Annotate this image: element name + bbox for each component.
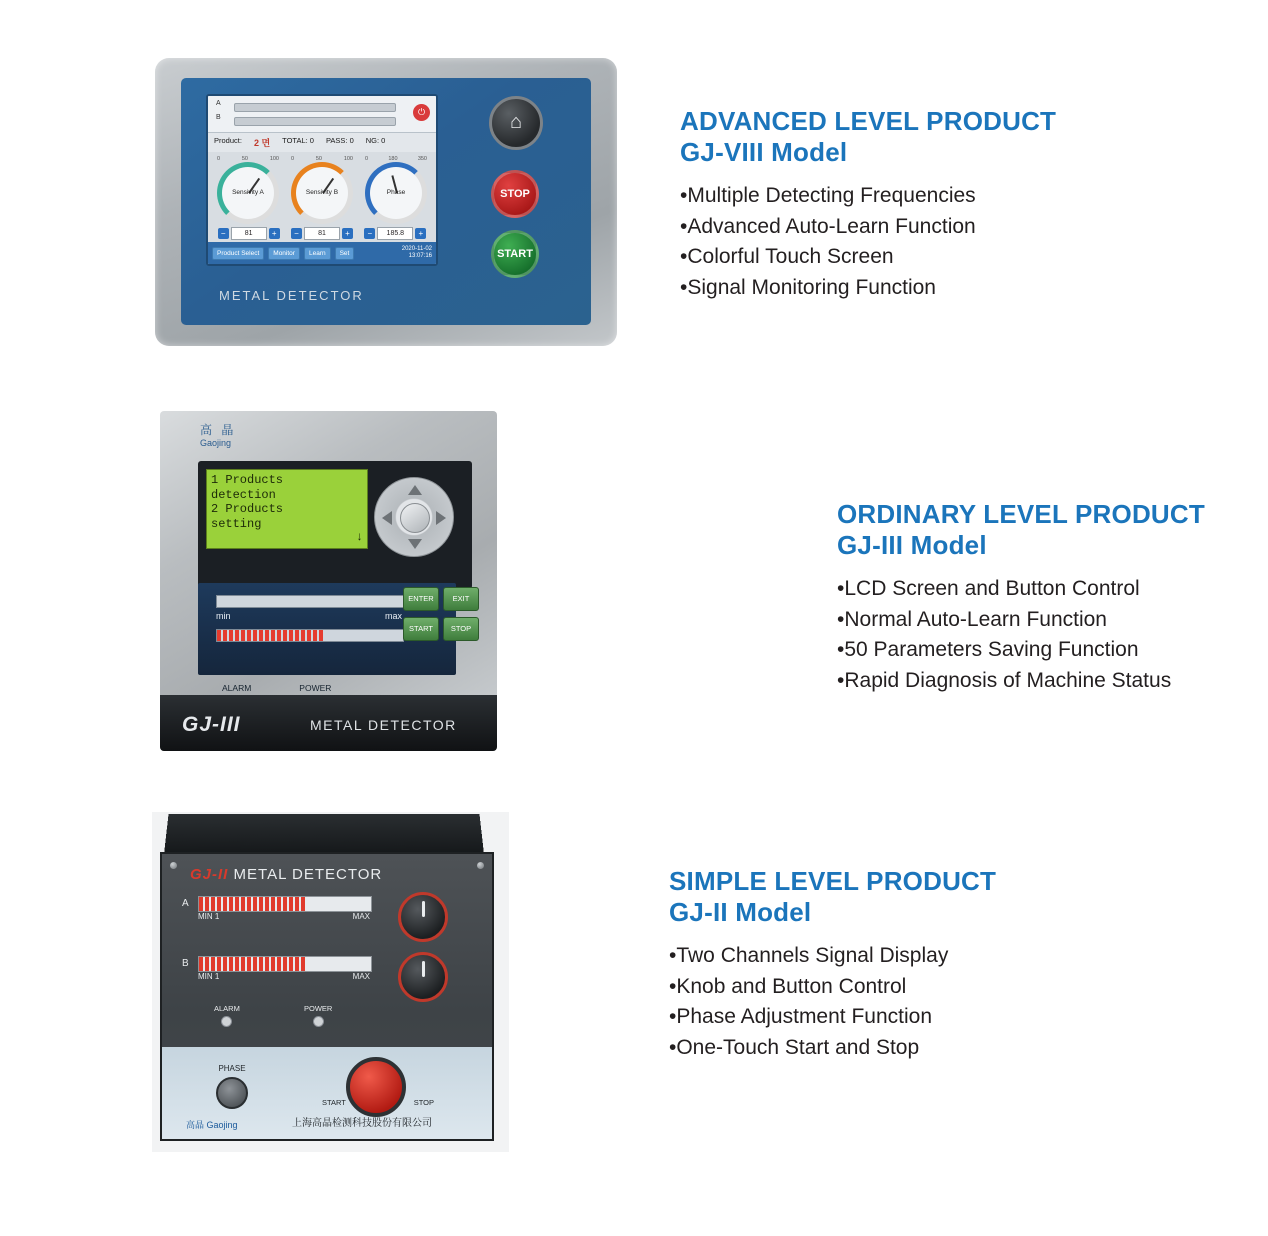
gj-viii-touchscreen[interactable] bbox=[206, 94, 438, 266]
status-info-row bbox=[208, 133, 436, 152]
meter-scale-top bbox=[216, 611, 402, 621]
button-learn[interactable]: Learn bbox=[304, 247, 331, 260]
channel-b-meter bbox=[198, 956, 372, 972]
panel-image-gj-iii bbox=[160, 411, 497, 751]
stop-button[interactable]: STOP bbox=[491, 170, 539, 218]
gauge-a-mid: 50 bbox=[241, 156, 248, 162]
brand-logo-cn: 高 晶 bbox=[200, 423, 237, 437]
gauge-a-max: 100 bbox=[269, 156, 279, 162]
model-label: GJ-II bbox=[190, 866, 229, 883]
start-stop-labels bbox=[322, 1098, 434, 1107]
bullets-advanced bbox=[680, 181, 1056, 303]
scroll-down-icon: ↓ bbox=[355, 530, 363, 545]
gauge-a-min: 0 bbox=[217, 156, 221, 162]
screen-button-bar bbox=[208, 242, 436, 264]
panel-image-gj-ii bbox=[152, 812, 509, 1152]
lcd-line: 1 Products bbox=[211, 473, 284, 487]
phase-label: PHASE bbox=[218, 1064, 246, 1073]
bullet-item: •Knob and Button Control bbox=[669, 974, 907, 998]
value-sensivity-a: 81 bbox=[231, 227, 267, 240]
meter-fill bbox=[217, 630, 325, 641]
exit-icon[interactable]: ⏻ bbox=[413, 104, 430, 121]
brand-logo-en: Gaojing bbox=[200, 438, 232, 448]
panel-caption: METAL DETECTOR bbox=[310, 717, 457, 733]
text-block-simple bbox=[669, 866, 996, 1063]
value-phase: 185.8 bbox=[377, 227, 413, 240]
max-label: MAX bbox=[352, 912, 370, 921]
meter-min-label: min bbox=[216, 611, 231, 621]
text-block-advanced bbox=[680, 106, 1056, 303]
signal-bar-a bbox=[234, 103, 396, 112]
signal-bar-b bbox=[234, 117, 396, 126]
meter-fill bbox=[199, 897, 306, 911]
home-icon[interactable]: ⌂ bbox=[489, 96, 543, 150]
gj-ii-housing bbox=[152, 812, 509, 1152]
bullet-item: •Phase Adjustment Function bbox=[669, 1005, 933, 1029]
gauge-phase bbox=[363, 156, 429, 224]
start-button[interactable]: START bbox=[403, 617, 439, 641]
bullet-item: •Advanced Auto-Learn Function bbox=[680, 214, 976, 238]
signal-meter-top bbox=[216, 595, 404, 608]
model-label: GJ-III bbox=[182, 713, 241, 736]
gauge-a-dial bbox=[217, 162, 279, 224]
gauge-b-max: 100 bbox=[343, 156, 353, 162]
product-label: Product: bbox=[214, 136, 242, 145]
plus-icon[interactable]: + bbox=[342, 228, 353, 239]
arrow-right-icon[interactable] bbox=[436, 511, 446, 525]
stepper-sensivity-b[interactable] bbox=[291, 227, 353, 240]
gauge-phase-dial bbox=[365, 162, 427, 224]
bullet-item: •Rapid Diagnosis of Machine Status bbox=[837, 668, 1172, 692]
signal-bars bbox=[208, 96, 436, 133]
brand-logo: 高晶 Gaojing bbox=[186, 1120, 238, 1130]
gauge-phase-min: 0 bbox=[365, 156, 369, 162]
alarm-label: ALARM bbox=[214, 1004, 240, 1013]
lcd-line: detection bbox=[211, 487, 276, 502]
button-product-select[interactable]: Product Select bbox=[212, 247, 264, 260]
stepper-phase[interactable] bbox=[364, 227, 426, 240]
stepper-sensivity-a[interactable] bbox=[218, 227, 280, 240]
plus-icon[interactable]: + bbox=[415, 228, 426, 239]
gauge-b-mid: 50 bbox=[315, 156, 322, 162]
headline-advanced bbox=[680, 106, 1056, 167]
panel-caption: METAL DETECTOR bbox=[219, 288, 364, 303]
enter-button[interactable]: ENTER bbox=[403, 587, 439, 611]
gauge-phase-mid: 180 bbox=[388, 156, 398, 162]
panel-caption: METAL DETECTOR bbox=[233, 866, 383, 883]
headline-line2: GJ-VIII Model bbox=[680, 136, 848, 167]
gauge-b-min: 0 bbox=[291, 156, 295, 162]
headline-line1: ADVANCED LEVEL PRODUCT bbox=[680, 106, 1057, 136]
button-monitor[interactable]: Monitor bbox=[268, 247, 300, 260]
bullets-simple bbox=[669, 941, 996, 1063]
gj-ii-faceplate bbox=[160, 852, 494, 1141]
minus-icon[interactable]: − bbox=[364, 228, 375, 239]
min-label: MIN 1 bbox=[198, 912, 220, 921]
product-row-advanced bbox=[0, 58, 1268, 346]
phase-potentiometer-icon[interactable] bbox=[216, 1077, 248, 1109]
bullet-item: •50 Parameters Saving Function bbox=[837, 638, 1139, 662]
dpad-control[interactable] bbox=[374, 477, 454, 557]
minus-icon[interactable]: − bbox=[291, 228, 302, 239]
clock-time: 13:07:16 bbox=[408, 253, 432, 259]
bullet-item: •Two Channels Signal Display bbox=[669, 944, 949, 968]
channel-a-scale bbox=[198, 912, 370, 921]
headline-simple bbox=[669, 866, 996, 927]
housing-top bbox=[164, 814, 484, 854]
channel-b-scale bbox=[198, 972, 370, 981]
max-label: MAX bbox=[352, 972, 370, 981]
stop-label: STOP bbox=[413, 1098, 434, 1107]
alarm-led-icon bbox=[221, 1016, 232, 1027]
headline-line1: ORDINARY LEVEL PRODUCT bbox=[837, 499, 1205, 529]
gauge-b-dial bbox=[291, 162, 353, 224]
knob-pointer-icon bbox=[422, 901, 425, 917]
button-set[interactable]: Set bbox=[335, 247, 355, 260]
headline-line2: GJ-II Model bbox=[669, 896, 812, 927]
product-value: 2 면 bbox=[253, 138, 271, 148]
arrow-left-icon[interactable] bbox=[382, 511, 392, 525]
clock bbox=[402, 246, 432, 260]
power-label: POWER bbox=[304, 1004, 333, 1013]
start-button[interactable]: START bbox=[491, 230, 539, 278]
arrow-up-icon[interactable] bbox=[408, 485, 422, 495]
text-block-ordinary bbox=[837, 499, 1205, 696]
lcd-line: setting bbox=[211, 516, 262, 531]
gj-iii-housing bbox=[160, 411, 497, 751]
gauge-sensivity-b bbox=[289, 156, 355, 224]
brand-logo bbox=[200, 421, 236, 448]
start-stop-button[interactable] bbox=[346, 1057, 406, 1117]
channel-b-label: B bbox=[182, 958, 189, 969]
bullets-ordinary bbox=[837, 574, 1205, 696]
product-row-simple bbox=[0, 812, 1268, 1152]
dpad-center-button[interactable] bbox=[400, 503, 430, 533]
bullet-item: •Colorful Touch Screen bbox=[680, 245, 894, 269]
alarm-indicator bbox=[214, 1004, 240, 1027]
bullet-item: •Normal Auto-Learn Function bbox=[837, 607, 1107, 631]
meter-max-label: max bbox=[384, 611, 402, 621]
phase-control[interactable] bbox=[216, 1064, 248, 1109]
clock-date: 2020-11-02 bbox=[401, 246, 432, 253]
sensitivity-knob-b[interactable] bbox=[398, 952, 448, 1002]
gj-viii-housing bbox=[155, 58, 617, 346]
knob-pointer-icon bbox=[422, 961, 425, 977]
channel-a-meter bbox=[198, 896, 372, 912]
screw-icon bbox=[170, 862, 177, 869]
exit-button[interactable]: EXIT bbox=[443, 587, 479, 611]
gauge-sensivity-a bbox=[215, 156, 281, 224]
minus-icon[interactable]: − bbox=[218, 228, 229, 239]
company-name: 上海高晶检测科技股份有限公司 bbox=[292, 1118, 432, 1129]
screw-icon bbox=[477, 862, 484, 869]
meter-fill bbox=[199, 957, 306, 971]
value-sensivity-b: 81 bbox=[304, 227, 340, 240]
power-led-icon bbox=[313, 1016, 324, 1027]
lcd-bezel bbox=[198, 461, 472, 589]
gj-viii-faceplate bbox=[181, 78, 591, 325]
channel-a-label: A bbox=[182, 898, 189, 909]
lcd-screen[interactable] bbox=[206, 469, 368, 549]
keypad bbox=[403, 587, 477, 641]
gauge-phase-max: 350 bbox=[417, 156, 427, 162]
gauge-group bbox=[208, 152, 436, 224]
gauge-b-label: Sensivity B bbox=[305, 189, 339, 196]
total-count: TOTAL: 0 bbox=[282, 136, 314, 145]
gauge-phase-label: Phase bbox=[386, 189, 406, 196]
channel-b-label: B bbox=[216, 114, 221, 121]
ng-count: NG: 0 bbox=[365, 136, 386, 145]
bullet-item: •Multiple Detecting Frequencies bbox=[680, 184, 976, 208]
alarm-label: ALARM bbox=[222, 683, 252, 693]
value-stepper-group bbox=[208, 224, 436, 243]
stop-button[interactable]: STOP bbox=[443, 617, 479, 641]
power-label: POWER bbox=[299, 683, 332, 693]
panel-image-gj-viii bbox=[155, 58, 617, 346]
sensitivity-knob-a[interactable] bbox=[398, 892, 448, 942]
lcd-line: 2 Products bbox=[211, 502, 284, 517]
bullet-item: •LCD Screen and Button Control bbox=[837, 577, 1140, 601]
gauge-a-label: Sensivity A bbox=[232, 189, 264, 196]
min-label: MIN 1 bbox=[198, 972, 220, 981]
bullet-item: •One-Touch Start and Stop bbox=[669, 1035, 920, 1059]
bullet-item: •Signal Monitoring Function bbox=[680, 275, 936, 299]
channel-a-label: A bbox=[216, 100, 221, 107]
plus-icon[interactable]: + bbox=[269, 228, 280, 239]
headline-line1: SIMPLE LEVEL PRODUCT bbox=[669, 866, 997, 896]
pass-count: PASS: 0 bbox=[325, 136, 354, 145]
product-row-ordinary bbox=[0, 411, 1268, 751]
headline-ordinary bbox=[837, 499, 1205, 560]
arrow-down-icon[interactable] bbox=[408, 539, 422, 549]
panel-title bbox=[190, 866, 382, 883]
signal-meter-bottom bbox=[216, 629, 404, 642]
power-indicator bbox=[304, 1004, 332, 1027]
headline-line2: GJ-III Model bbox=[837, 529, 987, 560]
start-label: START bbox=[322, 1098, 346, 1107]
